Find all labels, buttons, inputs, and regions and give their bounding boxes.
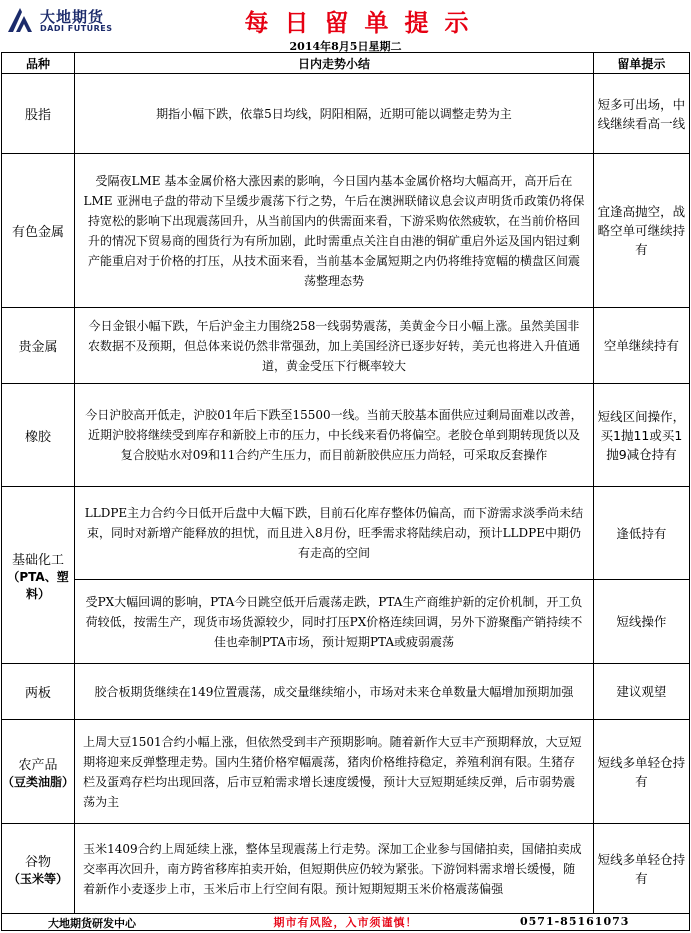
report-date: 2014年8月5日星期二 [289, 40, 402, 53]
table-row [2, 824, 690, 914]
header-tip: 留单提示 [593, 53, 689, 74]
row-summary: 受隔夜LME 基本金属价格大涨因素的影响，今日国内基本金属价格均大幅高开，高开后在LME 亚洲电子盘的带动下呈缓步震荡下行之势，午后在澳洲联储议息会议声明货币政策仍将保持宽松的影响下出现震荡回升，从当前国内的供需面来看，下游采购依然疲软，在当前价格回升的情况下贸易商的囤货行为有所加剧，此时需重点关注自由港的铜矿重启外运及国内铝过剩产能重启对于价格的打压，从技术面来看，当前基本金属短期之内仍将维持宽幅的横盘区间震荡整理态势 [75, 154, 594, 308]
table-row [2, 580, 690, 664]
category-sublabel: （玉米等） [8, 871, 69, 886]
category-label: 谷物 [25, 854, 52, 870]
row-category: 橡胶 [2, 384, 75, 487]
page-title: 每日留单提示 [244, 9, 485, 37]
table-row [2, 154, 690, 308]
row-tip: 逢低持有 [593, 487, 689, 580]
row-tip: 短多可出场，中线继续看高一线 [593, 74, 689, 154]
table-row [2, 308, 690, 384]
category-label: 农产品 [18, 757, 58, 773]
row-category: 有色金属 [2, 154, 75, 308]
row-summary: 胶合板期货继续在149位置震荡，成交量继续缩小，市场对未来仓单数量大幅增加预期加强 [75, 664, 594, 720]
category-sublabel: （豆类油脂） [2, 774, 75, 789]
row-summary: LLDPE主力合约今日低开后盘中大幅下跌，目前石化库存整体仍偏高，而下游需求淡季尚未结束，同时对新增产能释放的担忧，而且进入8月份，旺季需求将陆续启动，预计LLDPE中期仍有走高的空间 [75, 487, 594, 580]
row-category: 贵金属 [2, 308, 75, 384]
table-row [2, 720, 690, 824]
table-header-row [2, 53, 690, 74]
row-tip: 短线多单轻仓持有 [593, 720, 689, 824]
row-summary: 玉米1409合约上周延续上涨，整体呈现震荡上行走势。深加工企业参与国储拍卖，国储拍卖成交率再次回升，南方跨省移库拍卖开始，但短期供应仍较为紧张。下游饲料需求增长缓慢，随着新作小麦逐步上市，玉米后市上行空间有限。预计短期短期玉米价格震荡偏强 [75, 824, 594, 914]
row-category [2, 824, 75, 914]
row-category: 股指 [2, 74, 75, 154]
row-summary: 期指小幅下跌，依靠5日均线，阴阳相隔，近期可能以调整走势为主 [75, 74, 594, 154]
page-header [0, 0, 691, 40]
row-category [2, 487, 75, 664]
row-category: 两板 [2, 664, 75, 720]
row-category [2, 720, 75, 824]
row-summary: 今日金银小幅下跌，午后沪金主力围绕258一线弱势震荡，美黄金今日小幅上涨。虽然美国非农数据不及预期，但总体来说仍然非常强劲，加上美国经济已逐步好转，美元也将进入升值通道，黄金受压下行概率较大 [75, 308, 594, 384]
table-row [2, 384, 690, 487]
row-summary: 今日沪胶高开低走，沪胶01年后下跌至15500一线。当前天胶基本面供应过剩局面难以改善，近期沪胶将继续受到库存和新胶上市的压力，中长线来看仍将偏空。老胶仓单到期转现货以及复合胶贴水对09和11合约产生压力，而目前新胶供应压力尚轻，可采取反套操作 [75, 384, 594, 487]
logo-en-text: DADI FUTURES [40, 24, 113, 33]
header-category: 品种 [2, 53, 75, 74]
row-tip: 宜逢高抛空，战略空单可继续持有 [593, 154, 689, 308]
table-row [2, 664, 690, 720]
table-row [2, 74, 690, 154]
row-tip: 空单继续持有 [593, 308, 689, 384]
research-dept: 大地期货研发中心 [48, 917, 136, 930]
page-footer [0, 911, 691, 933]
category-sublabel: （PTA、塑料） [7, 569, 69, 601]
daily-tips-table [1, 52, 690, 931]
category-label: 基础化工 [12, 552, 65, 568]
row-summary: 上周大豆1501合约小幅上涨，但依然受到丰产预期影响。随着新作大豆丰产预期释放，大豆短期将迎来反弹整理走势。国内生猪价格窄幅震荡，猪肉价格维持稳定，养殖利润有限。生猪存栏及蛋鸡存栏均出现回落，后市豆粕需求增长速度缓慢，预计大豆短期延续反弹，后市弱势震荡为主 [75, 720, 594, 824]
row-tip: 短线区间操作，买1抛11或买1抛9减仓持有 [593, 384, 689, 487]
row-tip: 短线操作 [593, 580, 689, 664]
logo-cn-text: 大地期货 [40, 8, 105, 26]
risk-warning: 期市有风险，入市须谨慎！ [2, 914, 690, 931]
row-tip: 短线多单轻仓持有 [593, 824, 689, 914]
row-tip: 建议观望 [593, 664, 689, 720]
contact-phone: 0571-85161073 [520, 915, 630, 928]
table-row [2, 487, 690, 580]
header-summary: 日内走势小结 [75, 53, 594, 74]
row-summary: 受PX大幅回调的影响，PTA今日跳空低开后震荡走跌，PTA生产商维护新的定价机制，开工负荷较低，按需生产，现货市场货源较少，同时打压PX价格连续回调，另外下游聚酯产销持续不佳也牵制PTA市场，预计短期PTA或疲弱震荡 [75, 580, 594, 664]
